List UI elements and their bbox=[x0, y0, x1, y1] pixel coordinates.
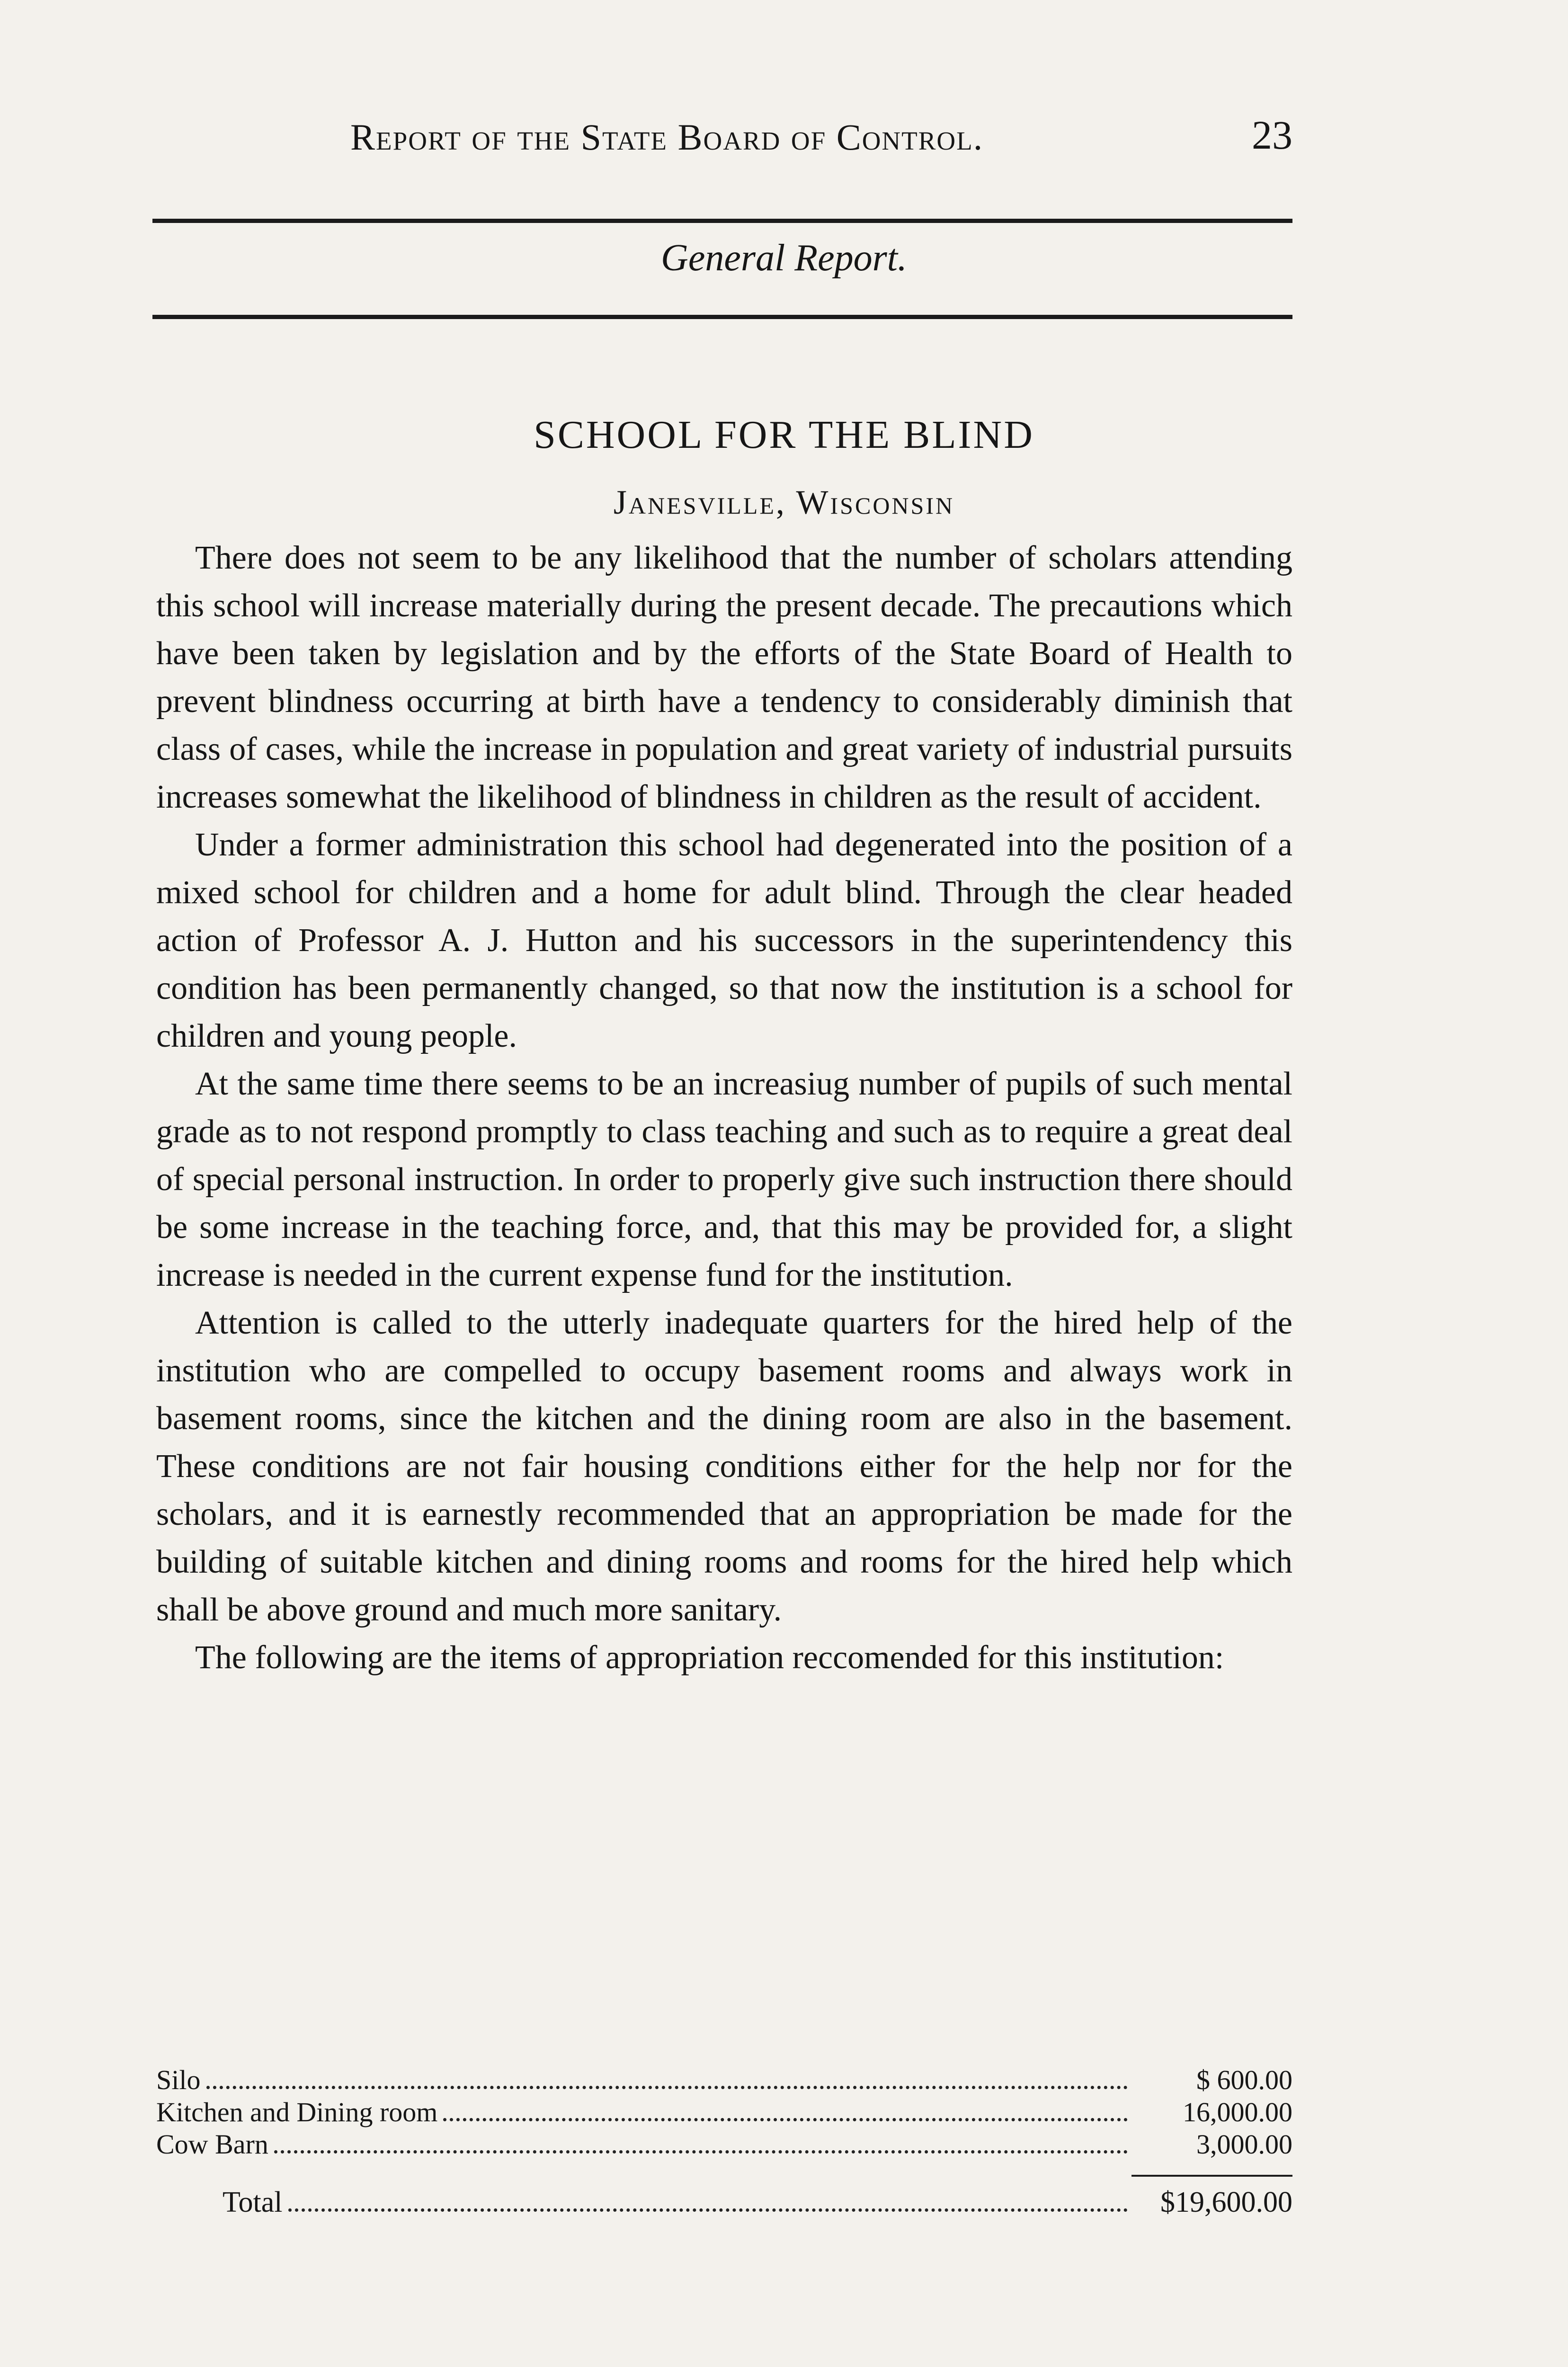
sum-rule bbox=[1131, 2175, 1292, 2177]
document-title: SCHOOL FOR THE BLIND bbox=[534, 413, 1034, 457]
appropriation-row bbox=[156, 2128, 1292, 2161]
appropriation-total-row bbox=[156, 2186, 1292, 2218]
appropriation-row bbox=[156, 2064, 1292, 2096]
paragraph-3: At the same time there seems to be an increasiug number of pupils of such mental grade as to not respond promptly to class teaching and such as to require a great deal of special personal instruction. In order to properly give such instruction there should be some increase in the teaching force, and, that this may be provided for, a slight increase is needed in the current expense fund for the institution. bbox=[156, 1066, 1292, 1293]
paragraph-1: There does not seem to be any likelihood that the number of scholars attending this school will increase materially during the present decade. The precautions which have been taken by legislation and by the efforts of the State Board of Health to prevent blindness occurring at birth have a tendency to considerably diminish that class of cases, while the increase in population and great variety of industrial pursuits increases somewhat the likelihood of blindness in children as the result of accident. bbox=[156, 540, 1292, 815]
body-text bbox=[156, 534, 1292, 1682]
dot-leader bbox=[288, 2208, 1128, 2212]
section-label: General Report. bbox=[661, 237, 907, 279]
header-rule-bottom bbox=[152, 315, 1292, 319]
appropriation-item-label: Silo bbox=[156, 2064, 201, 2095]
paragraph-4: Attention is called to the utterly inadequate quarters for the hired help of the institution who are compelled to occupy basement rooms and always work in basement rooms, since the kitchen and the dining room are also in the basement. These conditions are not fair housing conditions either for the help nor for the scholars, and it is earnestly recommended that an appropriation be made for the building of suitable kitchen and dining rooms and rooms for the hired help which shall be above ground and much more sanitary. bbox=[156, 1305, 1292, 1628]
appropriation-item-label: Kitchen and Dining room bbox=[156, 2097, 438, 2127]
total-amount: $19,600.00 bbox=[1160, 2186, 1292, 2218]
paragraph-2: Under a former administration this school had degenerated into the position of a mixed school for children and a home for adult blind. Through the clear headed action of Professor A. J. Hutton and his successors in the superintendency this condition has been permanently changed, so that now the institution is a school for children and young people. bbox=[156, 827, 1292, 1054]
dot-leader bbox=[206, 2086, 1128, 2089]
appropriation-item-amount: 3,000.00 bbox=[1196, 2129, 1292, 2160]
document-subtitle: Janesville, Wisconsin bbox=[613, 483, 955, 521]
page-number: 23 bbox=[1252, 112, 1292, 158]
appropriation-item-amount: 16,000.00 bbox=[1183, 2097, 1292, 2127]
dot-leader bbox=[274, 2150, 1128, 2153]
paragraph-5: The following are the items of appropriation reccomended for this institution: bbox=[195, 1639, 1224, 1676]
appropriation-item-amount: $ 600.00 bbox=[1196, 2064, 1292, 2095]
dot-leader bbox=[443, 2118, 1128, 2121]
page-header bbox=[156, 107, 1292, 168]
appropriation-row bbox=[156, 2096, 1292, 2128]
appropriation-item-label: Cow Barn bbox=[156, 2129, 268, 2160]
running-title: Report of the State Board of Control. bbox=[350, 116, 984, 158]
total-label: Total bbox=[223, 2186, 283, 2218]
header-rule-top bbox=[152, 219, 1292, 223]
appropriation-table bbox=[156, 2064, 1292, 2218]
